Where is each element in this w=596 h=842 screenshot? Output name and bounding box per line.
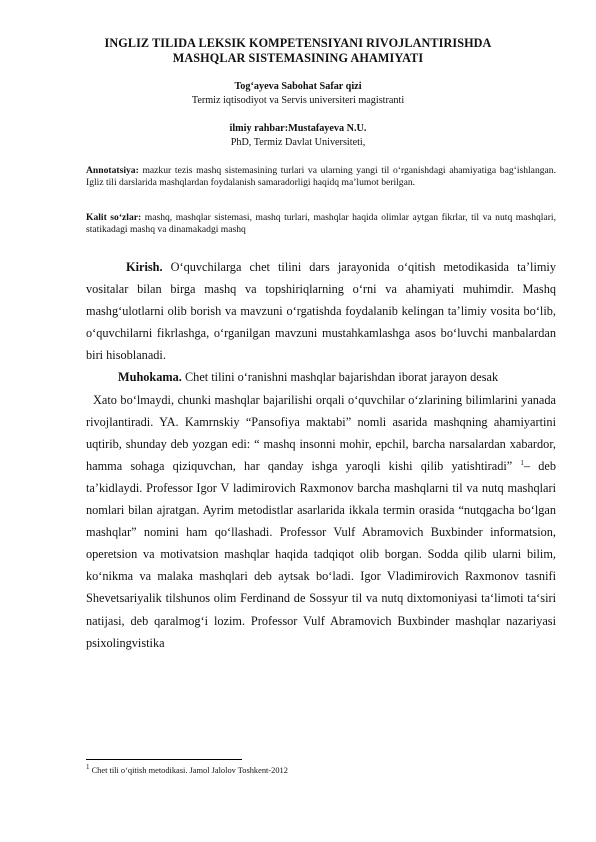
body-text [86,256,556,654]
discussion-paragraph [86,366,556,388]
footnote [86,763,556,776]
paper-title [60,36,536,66]
main-paragraph [86,389,556,654]
footnote-text: Chet tili o‘qitish metodikasi. Jamol Jalolov Toshkent-2012 [89,766,288,775]
abstract [86,165,556,188]
supervisor-affiliation: PhD, Termiz Davlat Universiteti, [230,137,366,148]
keywords-label: Kalit so‘zlar: [86,212,142,223]
footnote-number: 1 [86,763,90,772]
main-text-part-1: Xato bo‘lmaydi, chunki mashqlar bajarilishi orqali o‘quvchilar o‘zlarining bilimlarini yanada rivojlantiradi. YA. Kamrnskiy “Pansofiya maktabi” nomli asarida mashqning ahamiyartini uqtirib, shunday deb yozgan edi: “ mashq insonni mohir, epchil, barcha narsalardan xabardor, hamma sohaga qiziquvchan, har qanday ishga yaroqli kishi qilib yatishtiradi” [86,392,556,473]
title-line-1: INGLIZ TILIDA LEKSIK KOMPETENSIYANI RIVOJLANTIRISHDA [104,36,492,50]
keywords [86,212,556,235]
footnote-divider [86,759,242,760]
author-name: Tog‘ayeva Sabohat Safar qizi [234,81,362,92]
title-line-2: MASHQLAR SISTEMASINING AHAMIYATI [172,51,424,65]
discussion-label: Muhokama. [118,370,182,385]
discussion-text: Chet tilini o‘ranishni mashqlar bajarishdan iborat jarayon desak [181,370,499,385]
abstract-text: mazkur tezis mashq sistemasining turlari va ularning yangi til o‘rganishdagi ahamiyatiga bag‘ishlangan. Igliz tili darslarida mashqlardan foydalanish samaradorligi haqidq ma’lumot berilgan. [86,165,556,188]
keywords-text: mashq, mashqlar sistemasi, mashq turlari, mashqlar haqida olimlar aytgan fikrlar, til va nutq mashqlari, statikadagi mashq va dinamakadgi mashq [86,212,556,235]
main-text-part-2: – deb ta’kidlaydi. Professor Igor V ladimirovich Raxmonov barcha mashqlarni til va nutq mashqlari nomlari bilan ajratgan. Ayrim metodistlar asarlarida ikkala termin orasida “nutqgacha bo‘lgan mashqlar” nomini ham qo‘llashadi. Professor Vulf Abramovich Buxbinder informatsion, operetsion va motivatsion mashqlar haqida tadqiqot olib borgan. Sodda qilib ularni bilim, ko‘nikma va malaka mashqlari deb aytsak bo‘ladi. Igor Vladimirovich Raxmonov tasnifi Shevetsariyalik tilshunos olim Ferdinand de Sossyur til va nutq dixtomoniyasi ta‘limoti ta‘siri natijasi, deb qaralmog‘i lozim. Professor Vulf Abramovich Buxbinder mashqlar nazariyasi psixolingvistika [86,458,556,650]
intro-label: Kirish. [126,260,163,274]
intro-text: O‘quvchilarga chet tilini dars jarayonida o‘qitish metodikasida ta’limiy vositalar bilan birga mashq va topshiriqlarning o‘rni va ahamiyati muhimdir. Mashq mashg‘ulotlarni olib borish va mavzuni o‘rgatishda foydalanib kelingan ta’limiy vosita bo‘lib, o‘quvchilarni fikrlashga, o‘rganilgan mavzuni mustahkamlashga asos bo‘luvchi manbalardan biri hisoblanadi. [86,260,556,363]
supervisor-name: ilmiy rahbar:Mustafayeva N.U. [229,123,367,134]
abstract-label: Annotatsiya: [86,165,139,176]
intro-paragraph [86,256,556,366]
author-affiliation: Termiz iqtisodiyot va Servis universiteri magistranti [191,95,405,106]
footnote-reference: 1 [520,458,524,467]
